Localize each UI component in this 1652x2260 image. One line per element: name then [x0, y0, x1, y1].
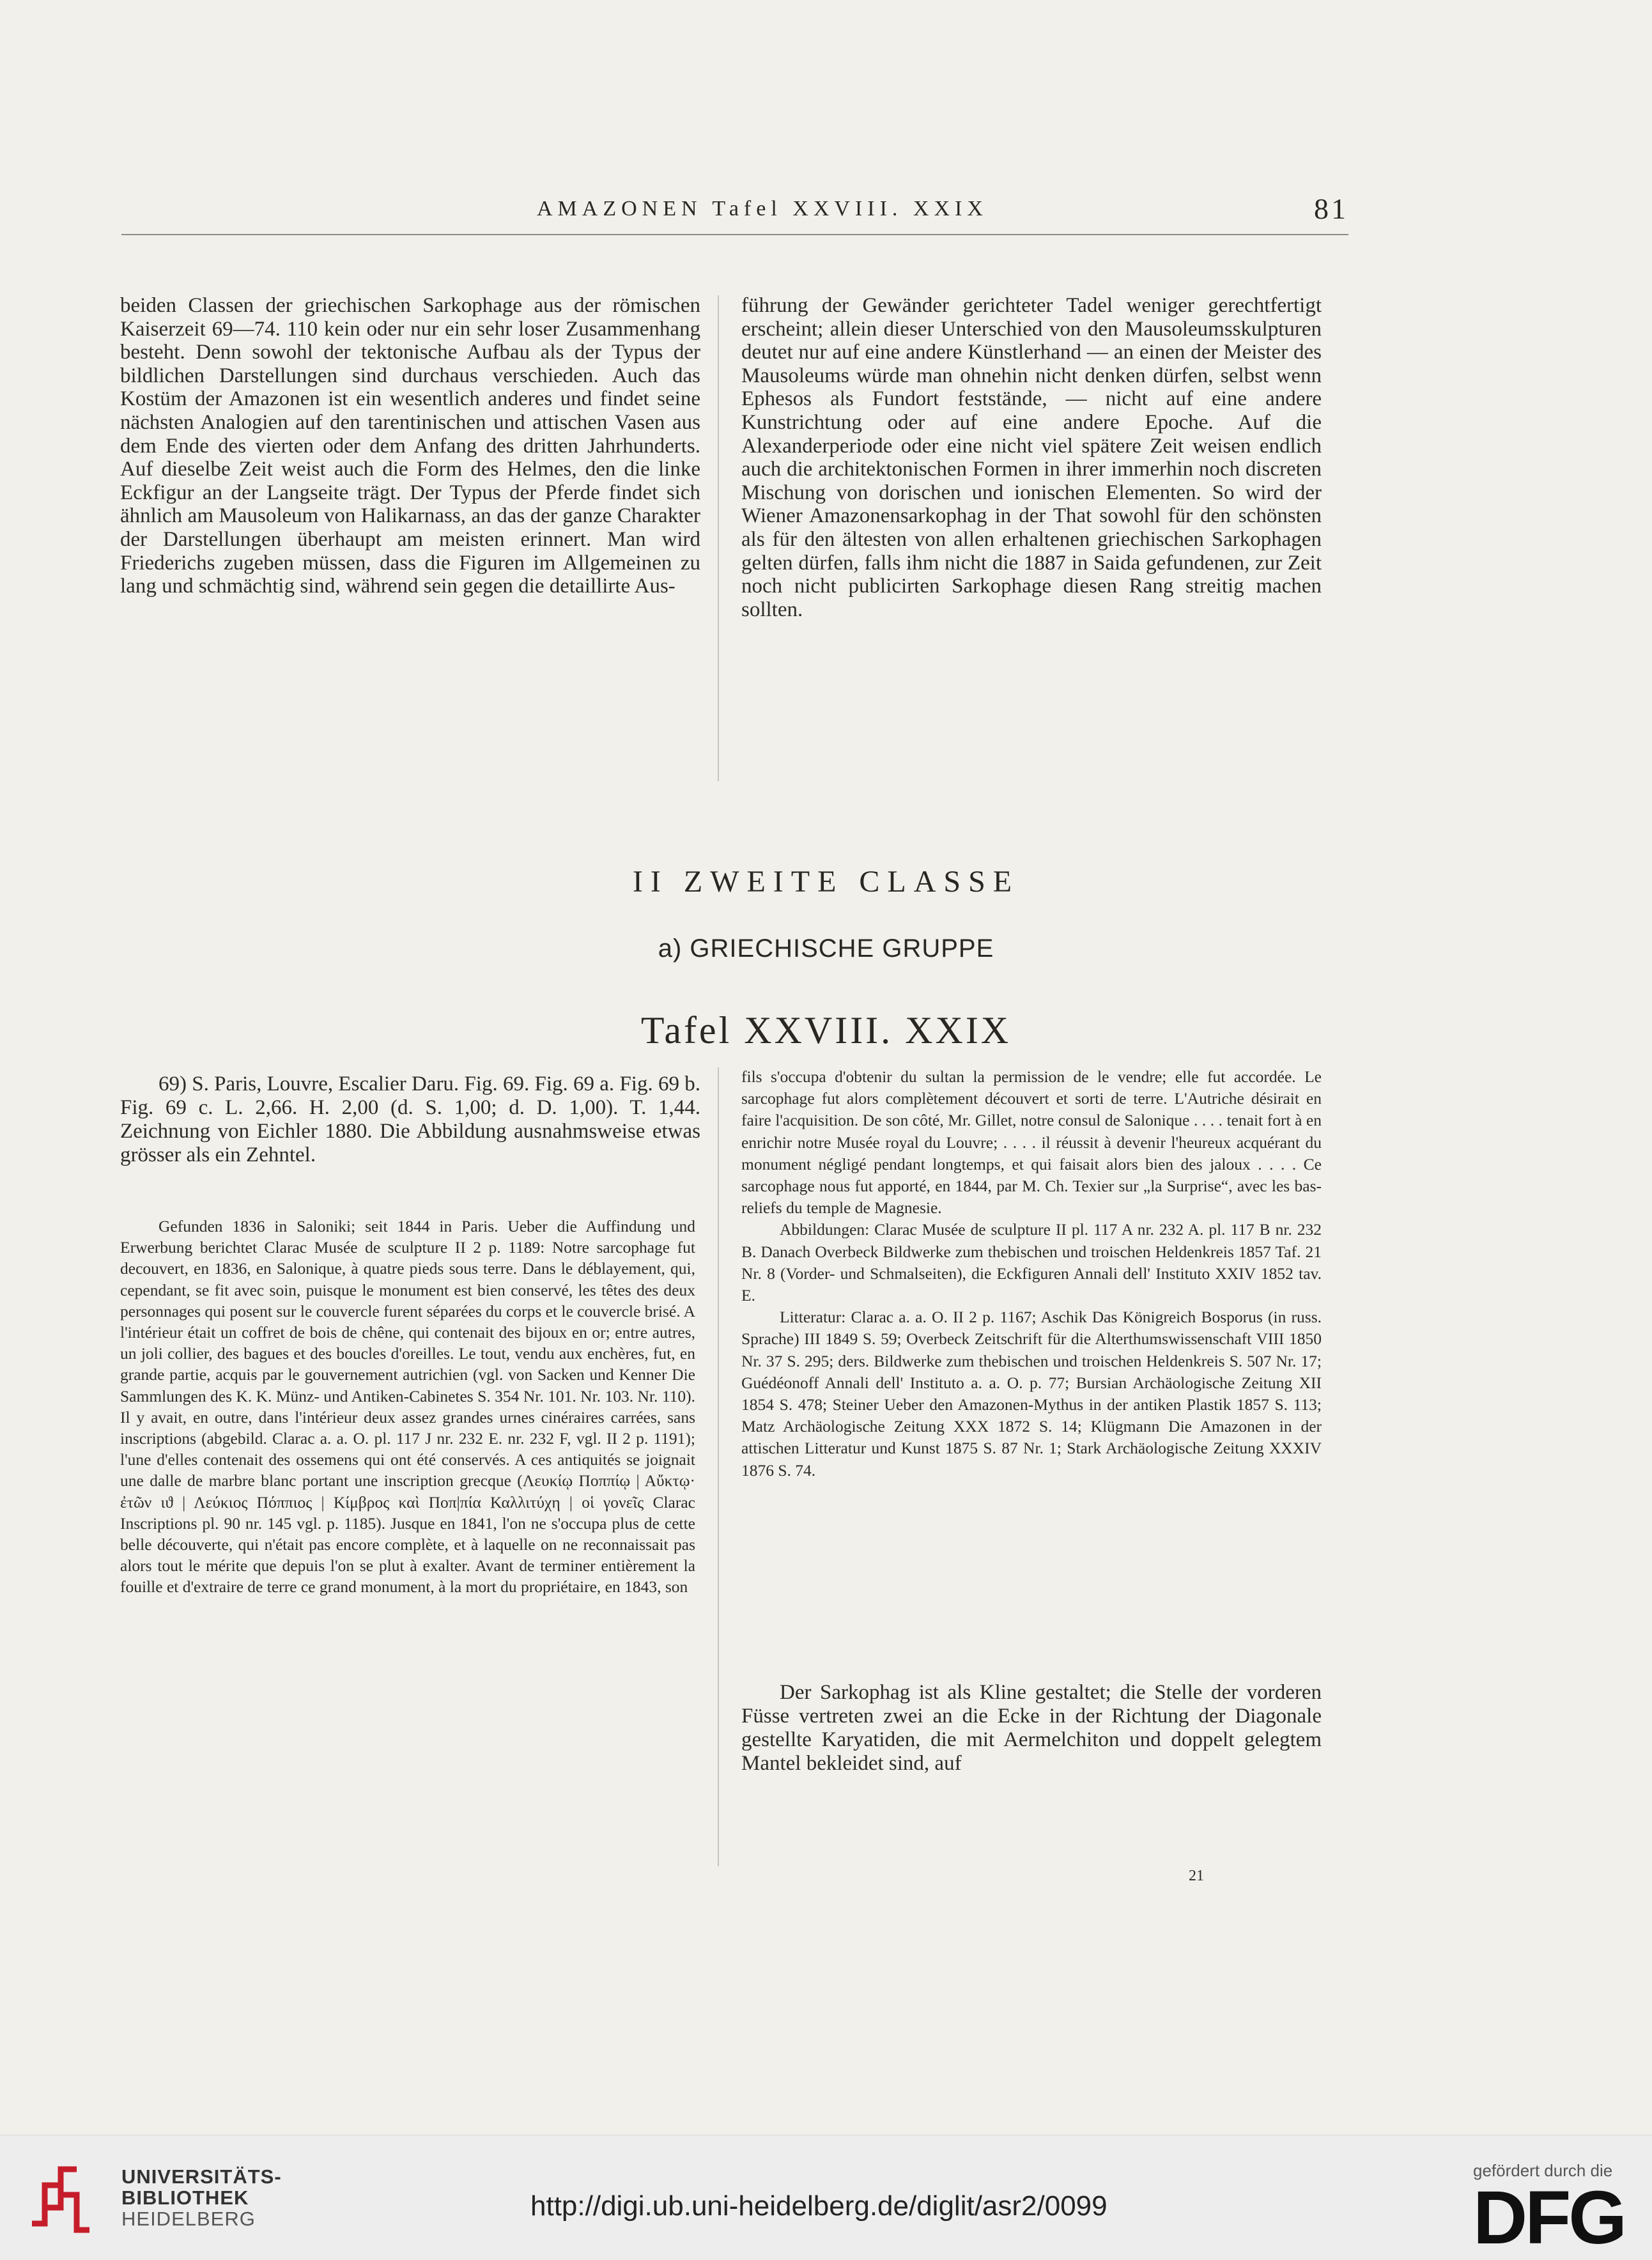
upper-right-column [741, 294, 1322, 621]
discovery-note: Gefunden 1836 in Saloniki; seit 1844 in Paris. Ueber die Auffindung und Erwerbung berichtet Clarac Musée de sculpture II 2 p. 1189: Notre sarcophage fut decouvert, en 1836, en Salonique, à quatre pieds sous terre. Dans le déblayement, qui, cependant, se fit avec soin, puisque le monument est bien conservé, les têtes des deux personnages qui posent sur le couvercle furent séparées du corps et le couvercle brisé. A l'intérieur était un coffret de bois de chêne, qui contenait des bijoux en or; entre autres, un joli collier, des bagues et des boucles d'oreilles. Le tout, vendu aux enchères, fut, en grande partie, acquis par le gouvernement autrichien (vgl. von Sacken und Kenner Die Sammlungen des K. K. Münz- und Antiken-Cabinetes S. 354 Nr. 101. Nr. 103. Nr. 110). Il y avait, en outre, dans l'intérieur deux assez grandes urnes cinéraires carrées, sans inscriptions (abgebild. Clarac a. a. O. pl. 117 J nr. 232 E. nr. 232 F, vgl. II 2 p. 1191); l'une d'elles contenait des ossemens qui ont été conservés. A ces antiquités se joignait une dalle de marbre blanc portant une inscription grecque (Λευκίῳ Ποππίῳ | Αὔκτῳ· ἐτῶν ιϑ | Λεύκιος Πόππιος | Κίμβρος καὶ Ποπ|πία Καλλιτύχη | οἱ γονεῖς Clarac Inscriptions pl. 90 nr. 145 vgl. p. 1185). Jusque en 1841, l'on ne s'occupa plus de cette belle découverte, qui n'était pas encore complète, et à laquelle on ne reconnaissait pas alors tout le mérite que depuis l'on se plut à exalter. Avant de terminer entièrement la fouille et d'extraire de terre ce grand monument, à la mort du propriétaire, en 1843, son [120, 1217, 695, 1597]
literature-note: Litteratur: Clarac a. a. O. II 2 p. 1167; Aschik Das Königreich Bosporus (in russ. Sprache) III 1849 S. 59; Overbeck Zeitschrift für die Alterthumswissenschaft VIII 1850 Nr. 37 S. 295; ders. Bildwerke zum thebischen und troischen Heldenkreis S. 507 Nr. 17; Guédéonoff Annali dell' Instituto a. a. O. p. 77; Bursian Archäologische Zeitung XII 1854 S. 478; Steiner Ueber den Amazonen-Mythus in der antiken Plastik 1857 S. 113; Matz Archäologische Zeitung XXX 1872 S. 14; Klügmann Die Amazonen in der attischen Litteratur und Kunst 1875 S. 87 Nr. 1; Stark Archäologische Zeitung XXXIV 1876 S. 74. [741, 1308, 1322, 1480]
running-head [121, 192, 1348, 230]
viewer-footer [0, 2135, 1652, 2260]
library-name-line3: HEIDELBERG [121, 2208, 256, 2230]
lower-left-notes [120, 1216, 695, 1598]
running-head-title: AMAZONEN Tafel XXVIII. XXIX [537, 197, 988, 221]
library-name-line2: BIBLIOTHEK [121, 2186, 249, 2209]
plate-heading: Tafel XXVIII. XXIX [640, 1009, 1012, 1051]
continuation-note: fils s'occupa d'obtenir du sultan la permission de le vendre; elle fut accordée. Le sarcophage fut alors complètement découvert et sorti de terre. L'Autriche désirait en faire l'acquisition. De son côté, Mr. Gillet, notre consul de Salonique . . . . tenait fort à en enrichir notre Musée royal du Louvre; . . . . il réussit à devenir l'heureux acquérant du monument négligé pendant longtemps, et qui faisait alors bien des jaloux . . . . Ce sarcophage nous fut apporté, en 1844, par M. Ch. Texier sur „la Surprise“, avec les bas-reliefs du temple de Magnesie. [741, 1067, 1322, 1218]
dfg-logo[interactable]: DFG [1473, 2176, 1625, 2260]
lower-right-notes [741, 1066, 1322, 1482]
lower-right-main-column [741, 1681, 1322, 1776]
upper-left-column [120, 294, 700, 598]
upper-right-paragraph: führung der Gewänder gerichteter Tadel weniger gerechtfertigt erscheint; allein dieser Unterschied von den Mausoleumsskulpturen deutet nur auf eine andere Künstlerhand — an einen der Meister des Mausoleums würde man ohnehin nicht denken dürfen, selbst wenn Ephesos als Fundort feststände, — nicht auf eine andere Kunstrichtung oder auf eine andere Epoche. Auf die Alexanderperiode oder eine nicht viel spätere Zeit weisen endlich auch die architektonischen Formen in ihrer immerhin noch discreten Mischung von dorischen und ionischen Elementen. So wird der Wiener Amazonensarkophag in der That sowohl für den schönsten als für den ältesten von allen erhaltenen griechischen Sarkophagen gelten dürfen, falls ihm nicht die 1887 in Saida gefundenen, zur Zeit noch nicht publicirten Sarkophage diesen Rang streitig machen sollten. [741, 294, 1322, 621]
signature-mark: 21 [1189, 1868, 1204, 1884]
lower-left-main-column [120, 1072, 700, 1167]
permalink-url[interactable]: http://digi.ub.uni-heidelberg.de/diglit/asr2/0099 [530, 2190, 1108, 2222]
class-heading: II ZWEITE CLASSE [632, 865, 1020, 899]
header-rule [121, 234, 1348, 235]
library-name-line1: UNIVERSITÄTS- [121, 2165, 282, 2188]
upper-left-paragraph: beiden Classen der griechischen Sarkophage aus der römischen Kaiserzeit 69—74. 110 kein oder nur ein sehr loser Zusammenhang besteht. Denn sowohl der tektonische Aufbau als der Typus der bildlichen Darstellungen sind durchaus verschieden. Auch das Kostüm der Amazonen ist ein wesentlich anderes und findet seine nächsten Analogien auf den tarentinischen und attischen Vasen aus dem Ende des vierten oder dem Anfang des dritten Jahrhunderts. Auf dieselbe Zeit weist auch die Form des Helmes, den die linke Eckfigur an der Langseite trägt. Der Typus der Pferde findet sich ähnlich am Mausoleum von Halikarnass, an das der ganze Charakter der Darstellungen überhaupt am meisten erinnert. Man wird Friederichs zugeben müssen, dass die Figuren im Allgemeinen zu lang und schmächtig sind, während sein gegen die detaillirte Aus- [120, 294, 700, 598]
description-paragraph: Der Sarkophag ist als Kline gestaltet; die Stelle der vorderen Füsse vertreten zwei an die Ecke in der Richtung der Diagonale gestellte Karyatiden, die mit Aermelchiton und doppelt gelegtem Mantel bekleidet sind, auf [741, 1681, 1322, 1775]
funded-by-label: gefördert durch die [1473, 2161, 1613, 2180]
group-heading: a) GRIECHISCHE GRUPPE [658, 934, 994, 963]
illustrations-note: Abbildungen: Clarac Musée de sculpture II pl. 117 A nr. 232 A. pl. 117 B nr. 232 B. Danach Overbeck Bildwerke zum thebischen und troischen Heldenkreis 1857 Taf. 21 Nr. 8 (Vorder- und Schmalseiten), die Eckfiguren Annali dell' Instituto XXIV 1852 tav. E. [741, 1220, 1322, 1305]
page-number: 81 [1314, 192, 1348, 225]
library-logo-icon[interactable] [26, 2160, 102, 2236]
upper-column-divider [718, 295, 719, 781]
lower-column-divider [718, 1067, 719, 1866]
catalogue-entry: 69) S. Paris, Louvre, Escalier Daru. Fig. 69. Fig. 69 a. Fig. 69 b. Fig. 69 c. L. 2,66. H. 2,00 (d. S. 1,00; d. D. 1,00). T. 1,44. Zeichnung von Eichler 1880. Die Abbildung ausnahmsweise etwas grösser als ein Zehntel. [120, 1072, 700, 1166]
library-name[interactable] [121, 2166, 282, 2229]
